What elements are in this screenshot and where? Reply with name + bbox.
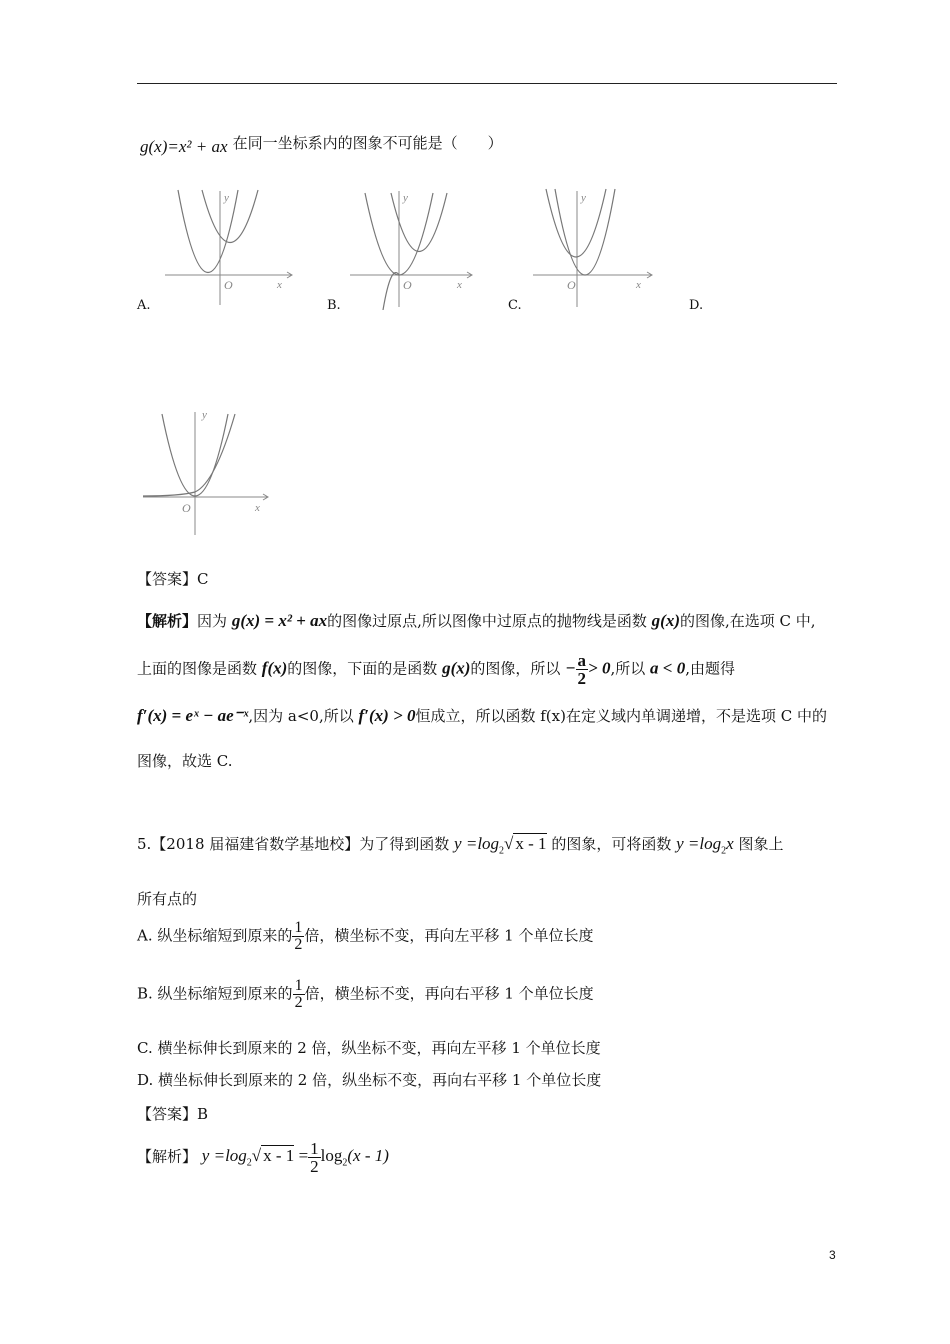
q5-an-base2: 2 — [342, 1157, 348, 1169]
q4-l2-d: ,所以 — [610, 659, 646, 678]
graph-b — [345, 185, 480, 310]
q5-an-base: 2 — [246, 1157, 252, 1169]
q4-analysis-line1 — [137, 610, 816, 631]
graph-b-x: x — [457, 279, 462, 291]
graph-d-y: y — [202, 409, 207, 421]
q5-option-c: C. 横坐标伸长到原来的 2 倍，纵坐标不变，再向左平移 1 个单位长度 — [137, 1039, 601, 1057]
q4-l2-math1: f(x) — [261, 658, 288, 678]
q4-analysis-line3 — [137, 705, 827, 726]
q4-analysis-line4: 图像，故选 C. — [137, 752, 233, 770]
q4-l1-c: 的图像,在选项 C 中, — [680, 612, 816, 630]
q4-answer-value: C — [197, 570, 209, 588]
graph-c — [530, 185, 660, 310]
q5-answer — [137, 1103, 208, 1124]
q5-option-b-pre: B. 纵坐标缩短到原来的 — [137, 984, 293, 1003]
q4-answer — [137, 568, 209, 589]
q4-l2-frac-num: a — [577, 651, 587, 670]
q4-l1-a: 因为 — [197, 612, 228, 630]
q5-option-a-frac — [292, 920, 304, 953]
q5-an-frac-den: 2 — [310, 1157, 319, 1176]
q4-l3-math1: f′(x) = eˣ − ae⁻ˣ — [137, 706, 249, 725]
q4-l2-math4: a < 0 — [650, 658, 686, 678]
q5-func1-log: y =log — [454, 834, 500, 853]
q4-l3-math2: f′(x) > 0 — [358, 706, 416, 725]
graph-a-y: y — [224, 192, 229, 204]
q5-suffix: 图象上 — [738, 835, 784, 853]
q5-func1-radicand: x - 1 — [515, 834, 547, 853]
q4-l2-math2: g(x) — [442, 658, 471, 678]
q5-a-frac-num: 1 — [294, 919, 303, 936]
q4-analysis-line2 — [137, 652, 735, 687]
option-b-label: B. — [327, 298, 341, 313]
q5-analysis-label: 【解析】 — [137, 1147, 198, 1166]
q4-l3-b: 恒成立，所以函数 f(x)在定义域内单调递增，不是选项 C 中的 — [415, 707, 827, 725]
q4-stem-text: 在同一坐标系内的图象不可能是（ ） — [232, 134, 503, 152]
q5-func2 — [676, 834, 734, 857]
q5-a-frac-den: 2 — [294, 936, 303, 953]
q5-prefix: 5.【2018 届福建省数学基地校】为了得到函数 — [137, 835, 450, 853]
graph-a-origin: O — [224, 278, 233, 292]
q5-func2-base: 2 — [721, 845, 727, 857]
q5-b-frac-den: 2 — [294, 994, 303, 1011]
q5-option-b-frac — [293, 978, 305, 1011]
graph-c-origin: O — [567, 278, 576, 292]
graph-d-x: x — [255, 502, 260, 514]
q4-stem-math: g(x)=x² + ax — [140, 137, 228, 156]
q5-func1-base: 2 — [499, 845, 505, 857]
graph-c-x: x — [636, 279, 641, 291]
q4-answer-label: 【答案】 — [137, 570, 198, 588]
q4-l2-b: 的图像，下面的是函数 — [287, 659, 438, 678]
q5-an-frac-num: 1 — [310, 1139, 319, 1158]
q4-l2-frac-den: 2 — [577, 669, 587, 688]
graph-d-origin: O — [182, 501, 191, 515]
q4-l3-a: ,因为 a<0,所以 — [248, 707, 354, 725]
q5-option-b — [137, 978, 594, 1011]
q5-func2-var: x — [726, 834, 734, 853]
q4-analysis-label: 【解析】 — [137, 612, 198, 630]
q5-func2-log: y =log — [676, 834, 722, 853]
q5-answer-label: 【答案】 — [137, 1105, 198, 1123]
q4-l2-e: ,由题得 — [685, 659, 735, 678]
q5-option-a-post: 倍，横坐标不变，再向左平移 1 个单位长度 — [304, 926, 594, 945]
graph-c-y: y — [581, 192, 586, 204]
graph-b-origin: O — [403, 278, 412, 292]
q4-l1-math2: g(x) — [651, 611, 680, 630]
q4-l1-math1: g(x) = x² + ax — [231, 611, 328, 630]
q4-l2-frac — [576, 652, 589, 687]
q5-analysis-math: $y =\log_2√$ x - 1 = $\frac{1}{2}$ $\log_2(x - 1)$ — [201, 1139, 389, 1176]
q5-analysis — [137, 1140, 389, 1175]
graph-b-y: y — [403, 192, 408, 204]
q5-mid: 的图象，可将函数 — [551, 835, 672, 853]
q5-stem — [137, 833, 783, 856]
q5-answer-value: B — [197, 1105, 209, 1123]
page-number: 3 — [829, 1248, 836, 1262]
q5-func1: $y =\log_2√$ x - 1 — [454, 834, 547, 857]
q4-l2-gt: > 0 — [588, 658, 611, 678]
q5-line2: 所有点的 — [137, 890, 198, 908]
q5-an-frac — [308, 1140, 321, 1175]
q5-option-a-pre: A. 纵坐标缩短到原来的 — [137, 926, 293, 945]
header-rule — [137, 83, 837, 84]
graph-d — [140, 408, 275, 538]
q5-an-log: y =log — [201, 1146, 247, 1166]
graph-a-x: x — [277, 279, 282, 291]
q5-an-eq: = — [298, 1146, 309, 1166]
q5-b-frac-num: 1 — [294, 977, 303, 994]
graph-a — [160, 185, 300, 310]
q5-option-b-post: 倍，横坐标不变，再向右平移 1 个单位长度 — [304, 984, 594, 1003]
q4-l2-a: 上面的图像是函数 — [137, 659, 258, 678]
option-a-label: A. — [137, 298, 151, 313]
q4-l2-c: 的图像，所以 — [470, 659, 561, 678]
q4-l2-minus: − — [565, 658, 576, 678]
option-d-label: D. — [689, 298, 704, 313]
q5-option-d: D. 横坐标伸长到原来的 2 倍，纵坐标不变，再向右平移 1 个单位长度 — [137, 1071, 602, 1089]
q5-an-log2: log — [320, 1146, 343, 1166]
option-c-label: C. — [508, 298, 522, 313]
q5-an-radicand: x - 1 — [263, 1146, 295, 1166]
q5-option-a — [137, 920, 593, 953]
q5-an-arg: (x - 1) — [347, 1146, 389, 1166]
q4-stem — [140, 132, 503, 157]
q4-l1-b: 的图像过原点,所以图像中过原点的抛物线是函数 — [327, 612, 647, 630]
